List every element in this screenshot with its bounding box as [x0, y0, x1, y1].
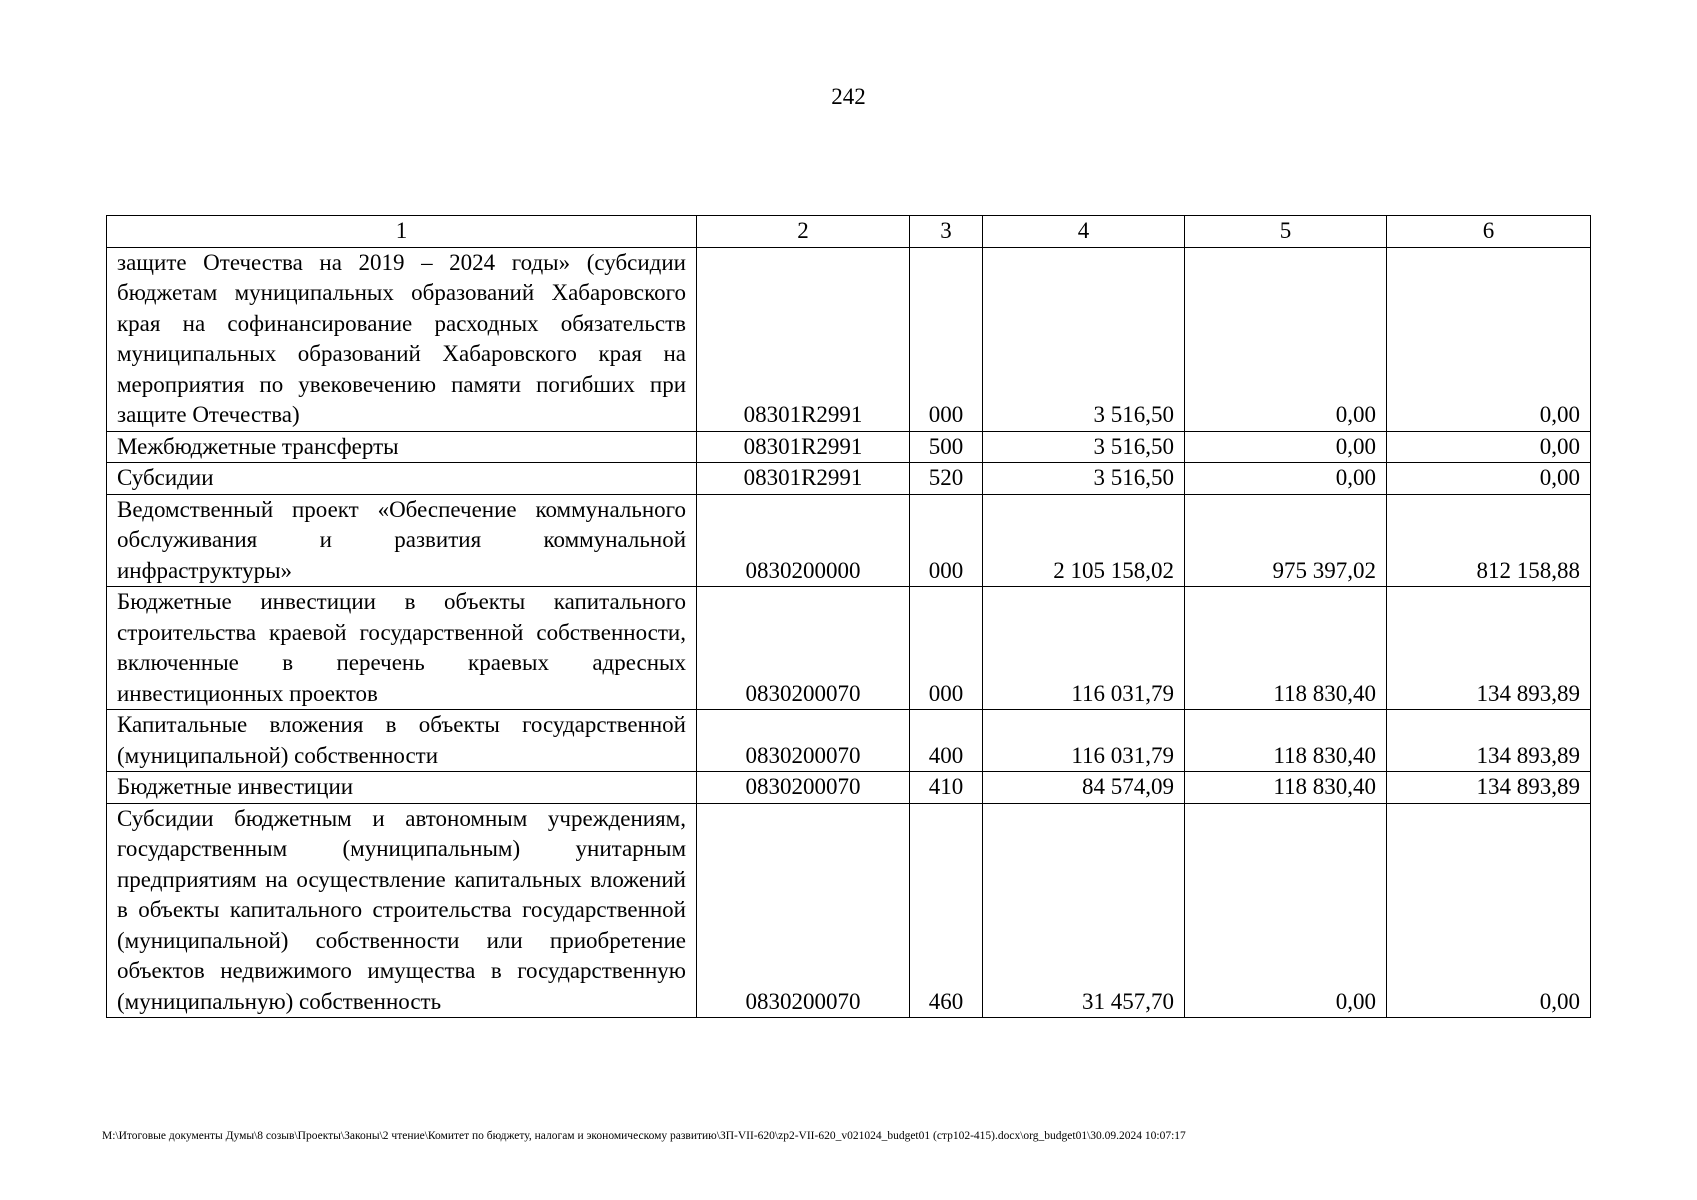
row-amount-col4: 3 516,50	[983, 247, 1185, 431]
row-expense-type-code: 500	[910, 431, 983, 463]
row-amount-col6: 134 893,89	[1387, 587, 1591, 710]
row-amount-col5: 0,00	[1185, 431, 1387, 463]
row-target-article-code: 08301R2991	[697, 247, 910, 431]
row-amount-col5: 975 397,02	[1185, 494, 1387, 587]
row-name: Бюджетные инвестиции в объекты капитального строительства краевой государственной собственности, включенные в перечень краевых адресных инвестиционных проектов	[107, 587, 697, 710]
row-target-article-code: 0830200070	[697, 587, 910, 710]
row-name: Субсидии бюджетным и автономным учреждениям, государственным (муниципальным) унитарным предприятиям на осуществление капитальных вложений в объекты капитального строительства государственной (муниципальной) собственности или приобретение объектов недвижимого имущества в государственную (муниципальную) собственность	[107, 803, 697, 1018]
row-amount-col5: 0,00	[1185, 463, 1387, 495]
table-row	[107, 463, 1591, 495]
row-expense-type-code: 520	[910, 463, 983, 495]
table-row	[107, 247, 1591, 431]
row-amount-col5: 118 830,40	[1185, 772, 1387, 804]
table-row	[107, 803, 1591, 1018]
table-row	[107, 587, 1591, 710]
table-row	[107, 710, 1591, 772]
row-name: Ведомственный проект «Обеспечение коммунального обслуживания и развития коммунальной инфраструктуры»	[107, 494, 697, 587]
row-amount-col6: 134 893,89	[1387, 772, 1591, 804]
budget-table	[106, 215, 1591, 1018]
column-header-6: 6	[1387, 216, 1591, 248]
row-amount-col5: 118 830,40	[1185, 587, 1387, 710]
row-target-article-code: 0830200000	[697, 494, 910, 587]
row-amount-col5: 0,00	[1185, 247, 1387, 431]
row-target-article-code: 08301R2991	[697, 431, 910, 463]
row-target-article-code: 0830200070	[697, 803, 910, 1018]
row-expense-type-code: 000	[910, 587, 983, 710]
table-row	[107, 772, 1591, 804]
row-amount-col6: 0,00	[1387, 803, 1591, 1018]
column-header-3: 3	[910, 216, 983, 248]
column-header-4: 4	[983, 216, 1185, 248]
row-amount-col5: 118 830,40	[1185, 710, 1387, 772]
table-row	[107, 431, 1591, 463]
column-header-5: 5	[1185, 216, 1387, 248]
column-header-1: 1	[107, 216, 697, 248]
column-header-2: 2	[697, 216, 910, 248]
row-amount-col4: 31 457,70	[983, 803, 1185, 1018]
row-amount-col6: 0,00	[1387, 431, 1591, 463]
row-name: Капитальные вложения в объекты государственной (муниципальной) собственности	[107, 710, 697, 772]
row-name: Бюджетные инвестиции	[107, 772, 697, 804]
row-expense-type-code: 460	[910, 803, 983, 1018]
row-amount-col4: 84 574,09	[983, 772, 1185, 804]
row-amount-col6: 0,00	[1387, 247, 1591, 431]
row-amount-col4: 3 516,50	[983, 431, 1185, 463]
row-target-article-code: 0830200070	[697, 710, 910, 772]
row-expense-type-code: 400	[910, 710, 983, 772]
row-name: Межбюджетные трансферты	[107, 431, 697, 463]
row-amount-col4: 3 516,50	[983, 463, 1185, 495]
row-amount-col4: 116 031,79	[983, 587, 1185, 710]
row-amount-col4: 116 031,79	[983, 710, 1185, 772]
row-target-article-code: 08301R2991	[697, 463, 910, 495]
row-name: Субсидии	[107, 463, 697, 495]
row-amount-col4: 2 105 158,02	[983, 494, 1185, 587]
footer-file-path: M:\Итоговые документы Думы\8 созыв\Проекты\Законы\2 чтение\Комитет по бюджету, налогам и экономическому развитию\ЗП-VII-620\zp2-VII-620_v021024_budget01 (стр102-415).docx\org_budget01\30.09.2024 10:07:17	[102, 1130, 1186, 1142]
row-amount-col6: 812 158,88	[1387, 494, 1591, 587]
row-amount-col5: 0,00	[1185, 803, 1387, 1018]
row-expense-type-code: 000	[910, 247, 983, 431]
row-expense-type-code: 410	[910, 772, 983, 804]
table-row	[107, 494, 1591, 587]
row-amount-col6: 0,00	[1387, 463, 1591, 495]
row-target-article-code: 0830200070	[697, 772, 910, 804]
row-name: защите Отечества на 2019 – 2024 годы» (субсидии бюджетам муниципальных образований Хабаровского края на софинансирование расходных обязательств муниципальных образований Хабаровского края на мероприятия по увековечению памяти погибших при защите Отечества)	[107, 247, 697, 431]
table-header-row	[107, 216, 1591, 248]
row-amount-col6: 134 893,89	[1387, 710, 1591, 772]
row-expense-type-code: 000	[910, 494, 983, 587]
page-number: 242	[831, 84, 866, 109]
